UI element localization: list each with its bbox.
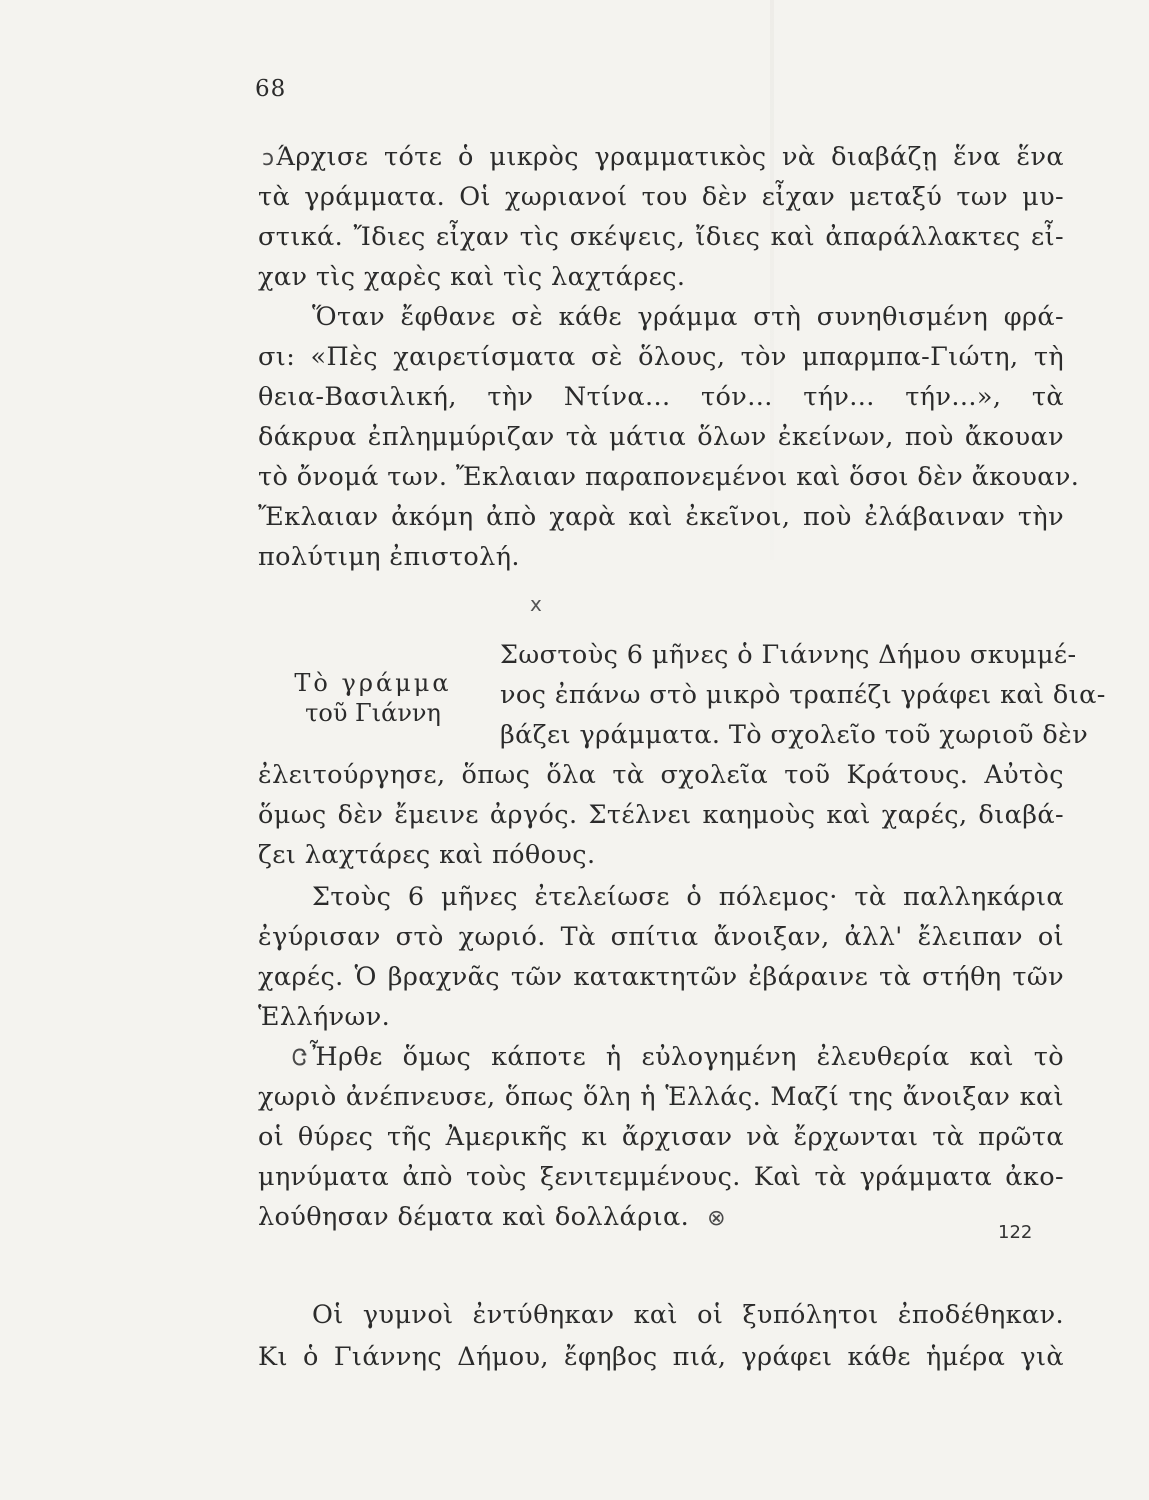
paragraph-4-line-2: ἐγύρισαν στὸ χωριό. Τὰ σπίτια ἄνοιξαν, ἀλλ' ἔλειπαν οἱ xyxy=(258,922,1064,952)
paragraph-2-line-3: θεια-Βασιλική, τὴν Ντίνα... τόν... τήν... τήν...», τὰ xyxy=(258,382,1064,412)
paragraph-5-line-3: οἱ θύρες τῆς Ἀμερικῆς κι ἄρχισαν νὰ ἔρχωνται τὰ πρῶτα xyxy=(258,1122,1064,1152)
pencil-mark-icon: Ꮳ xyxy=(292,1046,308,1071)
paragraph-4-line-4: Ἑλλήνων. xyxy=(258,1002,391,1032)
margin-title-line-2: τοῦ Γιάννη xyxy=(305,699,441,727)
paragraph-2-line-2: σι: «Πὲς χαιρετίσματα σὲ ὅλους, τὸν μπαρμπα-Γιώτη, τὴ xyxy=(258,342,1064,372)
paragraph-2-line-6: Ἔκλαιαν ἀκόμη ἀπὸ χαρὰ καὶ ἐκεῖνοι, ποὺ ἐλάβαιναν τὴν xyxy=(258,502,1064,532)
paragraph-6-line-1: Οἱ γυμνοὶ ἐντύθηκαν καὶ οἱ ξυπόλητοι ἐποδέθηκαν. xyxy=(312,1300,1064,1330)
paragraph-3-line-1: Σωστοὺς 6 μῆνες ὁ Γιάννης Δήμου σκυμμέ- xyxy=(500,640,1077,670)
paragraph-3-line-5: ὅμως δὲν ἔμεινε ἀργός. Στέλνει καημοὺς καὶ χαρές, διαβά- xyxy=(258,800,1064,830)
margin-title-line-1: Τὸ γράμμα xyxy=(294,669,452,697)
paragraph-2-line-1: Ὅταν ἔφθανε σὲ κάθε γράμμα στὴ συνηθισμένη φρά- xyxy=(312,302,1064,332)
paragraph-3-line-3: βάζει γράμματα. Τὸ σχολεῖο τοῦ χωριοῦ δὲν xyxy=(500,720,1089,750)
section-separator: x xyxy=(530,592,542,616)
pencil-mark-icon: ↄ xyxy=(262,146,275,171)
paragraph-3-line-4: ἐλειτούργησε, ὅπως ὅλα τὰ σχολεῖα τοῦ Κράτους. Αὐτὸς xyxy=(258,760,1064,790)
paragraph-1-line-3: στικά. Ἴδιες εἶχαν τὶς σκέψεις, ἴδιες καὶ ἀπαράλλακτες εἶ- xyxy=(258,222,1064,252)
paragraph-2-line-7: πολύτιμη ἐπιστολή. xyxy=(258,542,520,572)
paragraph-5-line-4: μηνύματα ἀπὸ τοὺς ξενιτεμμένους. Καὶ τὰ γράμματα ἀκο- xyxy=(258,1162,1064,1192)
page-number: 68 xyxy=(255,76,287,102)
paragraph-5-line-1: ᏣἮρθε ὅμως κάποτε ἡ εὐλογημένη ἐλευθερία καὶ τὸ xyxy=(292,1042,1064,1072)
paragraph-1-line-1: ↄΆρχισε τότε ὁ μικρὸς γραμματικὸς νὰ διαβάζῃ ἕνα ἕνα xyxy=(262,142,1064,172)
paragraph-6-line-2: Κι ὁ Γιάννης Δήμου, ἔφηβος πιά, γράφει κάθε ἡμέρα γιὰ xyxy=(258,1342,1064,1372)
circled-mark-icon: ⊗ xyxy=(707,1206,726,1231)
paragraph-3-line-2: νος ἐπάνω στὸ μικρὸ τραπέζι γράφει καὶ δια- xyxy=(500,680,1106,710)
paragraph-1-line-4: χαν τὶς χαρὲς καὶ τὶς λαχτάρες. xyxy=(258,262,686,292)
paragraph-2-line-4: δάκρυα ἐπλημμύριζαν τὰ μάτια ὅλων ἐκείνων, ποὺ ἄκουαν xyxy=(258,422,1064,452)
paragraph-2-line-5: τὸ ὄνομά των. Ἔκλαιαν παραπονεμένοι καὶ ὅσοι δὲν ἄκουαν. xyxy=(258,462,1080,492)
margin-title xyxy=(258,668,488,728)
paragraph-3-line-6: ζει λαχτάρες καὶ πόθους. xyxy=(258,840,596,870)
paragraph-1-line-2: τὰ γράμματα. Οἱ χωριανοί του δὲν εἶχαν μεταξύ των μυ- xyxy=(258,182,1064,212)
handwritten-annotation-number: 122 xyxy=(998,1222,1033,1243)
paragraph-4-line-3: χαρές. Ὁ βραχνᾶς τῶν κατακτητῶν ἐβάραινε τὰ στήθη τῶν xyxy=(258,962,1064,992)
paragraph-5-line-5: λούθησαν δέματα καὶ δολλάρια. ⊗ xyxy=(258,1202,726,1232)
paragraph-5-line-2: χωριὸ ἀνέπνευσε, ὅπως ὅλη ἡ Ἑλλάς. Μαζί της ἄνοιξαν καὶ xyxy=(258,1082,1064,1112)
paragraph-4-line-1: Στοὺς 6 μῆνες ἐτελείωσε ὁ πόλεμος· τὰ παλληκάρια xyxy=(312,882,1064,912)
